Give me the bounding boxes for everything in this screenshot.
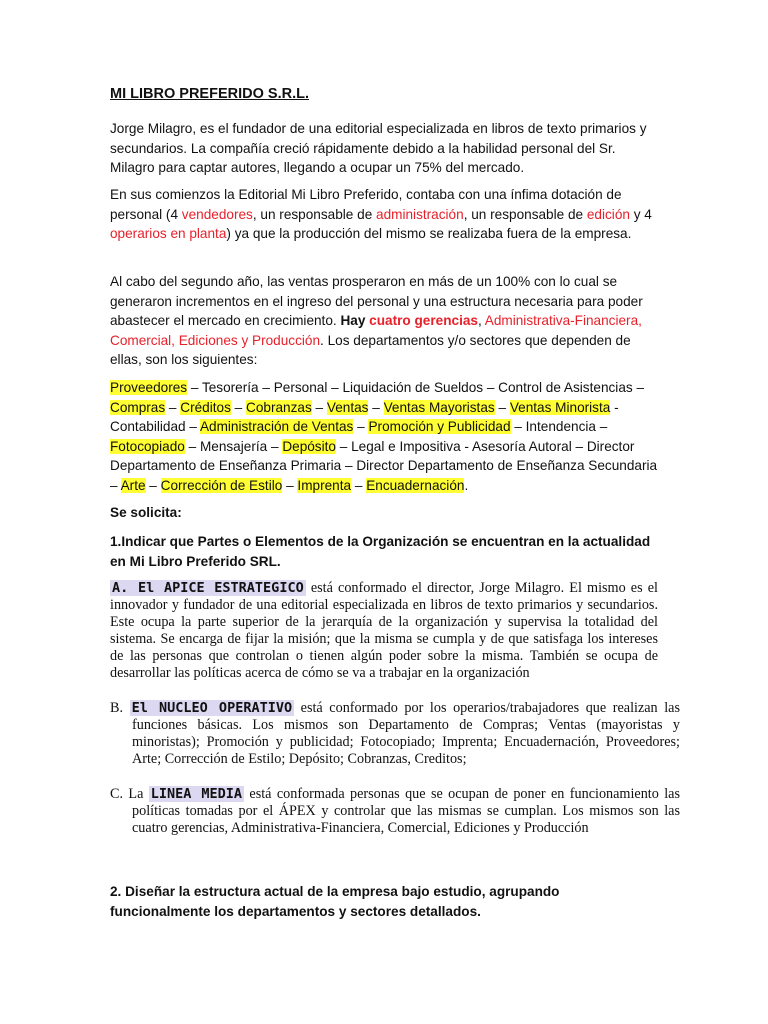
text-run: – <box>145 477 161 493</box>
document-title: MI LIBRO PREFERIDO S.R.L. <box>110 86 309 102</box>
highlight-encuadernacion: Encuadernación <box>366 477 465 493</box>
se-solicita-heading: Se solicita: <box>110 505 182 520</box>
highlight-creditos: Créditos <box>180 399 231 415</box>
highlight-imprenta: Imprenta <box>297 477 352 493</box>
answer-a-apice <box>110 580 658 683</box>
text-run: En sus comienzos la Editorial Mi Libro Preferido, contaba con una ínfima dotación de personal (4 <box>110 187 622 222</box>
text-run: , un responsable de <box>463 206 587 222</box>
text-run: – <box>368 399 384 415</box>
text-run: – Legal e Impositiva - Asesoría Autoral – Director Departamento de Enseñanza Primaria – Director Departamento de Enseñanza Secundaria – <box>110 438 658 493</box>
paragraph-intro <box>110 119 658 178</box>
red-term-operarios: operarios en planta <box>110 226 227 241</box>
label-apice-estrategico: A. El APICE ESTRATEGICO <box>112 580 304 596</box>
label-nucleo-operativo: El NUCLEO OPERATIVO <box>131 700 293 716</box>
paragraph-intro-text: Jorge Milagro, es el fundador de una editorial especializada en libros de texto primarios y secundarios. La compañía creció rápidamente debido a la habilidad personal del Sr. Milagro para captar autores, llegando a ocupar un 75% del mercado. <box>110 121 647 175</box>
text-run: B. <box>110 700 130 716</box>
text-run: – <box>494 399 510 415</box>
text-run: , un responsable de <box>252 206 377 222</box>
text-run: – Tesorería – Personal – Liquidación de Sueldos – Control de Asistencias – <box>187 380 645 395</box>
label-linea-media: LINEA MEDIA <box>150 786 243 802</box>
text-run: C. La <box>110 786 149 802</box>
highlight-ventas-mayoristas: Ventas Mayoristas <box>383 399 495 415</box>
question-2: 2. Diseñar la estructura actual de la empresa bajo estudio, agrupando funcionalmente los departamentos y sectores detallados. <box>110 884 560 919</box>
text-run: . <box>464 477 469 493</box>
text-run: – <box>351 477 367 493</box>
text-run: – Mensajería – <box>184 438 283 454</box>
answer-b-nucleo <box>110 700 680 768</box>
highlight-ventas-minorista: Ventas Minorista <box>509 399 611 415</box>
highlight-proveedores: Proveedores <box>110 380 188 395</box>
text-run: Al cabo del segundo año, las ventas prosperaron en más de un 100% con lo cual se generaron incrementos en el ingreso del personal y una estructura necesaria para poder abastecer el mercado en crecimiento. <box>110 274 643 328</box>
text-run: está conformada personas que se ocupan de poner en funcionamiento las políticas tomadas por el ÁPEX y controlar que las mismas se cumplan. Los mismos son las cuatro gerencias, Administrativa-Financiera, Comercial, Ediciones y Producción <box>132 786 680 837</box>
bold-hay: Hay <box>340 313 370 328</box>
text-run: está conformado por los operarios/trabajadores que realizan las funciones básicas. Los mismos son Departamento de Compras; Ventas (mayoristas y minoristas); Promoción y publicidad; Fotocopiado; Imprenta; Encuadernación, Proveedores; Arte; Corrección de Estilo; Depósito; Cobranzas, Creditos; <box>132 700 680 768</box>
text-run: ) ya que la producción del mismo se realizaba fuera de la empresa. <box>226 226 632 241</box>
red-term-gerencias-list: Administrativa-Financiera, Comercial, Ediciones y Producción <box>110 313 642 348</box>
text-run: – Intendencia – <box>510 419 608 434</box>
text-run: y 4 <box>629 206 652 222</box>
red-term-administracion: administración <box>376 206 464 222</box>
text-run: . Los departamentos y/o sectores que dependen de ellas, son los siguientes: <box>110 332 631 367</box>
highlight-deposito: Depósito <box>282 438 336 454</box>
question-1: 1.Indicar que Partes o Elementos de la Organización se encuentran en la actualidad en Mi Libro Preferido SRL. <box>110 534 651 569</box>
text-run: – <box>282 477 298 493</box>
red-term-vendedores: vendedores <box>181 206 253 222</box>
red-term-cuatro-gerencias: cuatro gerencias <box>369 313 478 328</box>
paragraph-beginnings <box>110 185 658 244</box>
red-term-edicion: edición <box>586 206 630 222</box>
highlight-cobranzas: Cobranzas <box>246 399 312 415</box>
highlight-arte: Arte <box>120 477 146 493</box>
text-run: , <box>477 313 485 328</box>
highlight-correccion-estilo: Corrección de Estilo <box>160 477 283 493</box>
highlight-fotocopiado: Fotocopiado <box>110 438 185 454</box>
text-run: - Contabilidad – <box>110 399 619 434</box>
highlight-promocion-publicidad: Promoción y Publicidad <box>368 419 511 434</box>
text-run: – <box>230 399 247 415</box>
text-run: – <box>311 399 327 415</box>
text-run: – <box>165 399 181 415</box>
highlight-ventas: Ventas <box>326 399 369 415</box>
departments-list <box>110 378 658 495</box>
text-run: – <box>353 419 369 434</box>
paragraph-growth <box>110 272 658 370</box>
highlight-administracion-ventas: Administración de Ventas <box>199 419 354 434</box>
text-run: está conformado el director, Jorge Milagro. El mismo es el innovador y fundador de una editorial especializada en libros de texto primarios y secundarios. Este ocupa la parte superior de la jerarquía de la organización y supervisa la totalidad del sistema. Se encarga de fijar la misión; que la misma se cumpla y de que satisfaga los intereses de las personas que controlan o tienen algún poder sobre la misma. También se ocupa de desarrollar las políticas acerca de cómo se va a trabajar en la organización <box>110 580 658 682</box>
highlight-compras: Compras <box>110 399 166 415</box>
answer-c-linea-media <box>110 786 680 837</box>
